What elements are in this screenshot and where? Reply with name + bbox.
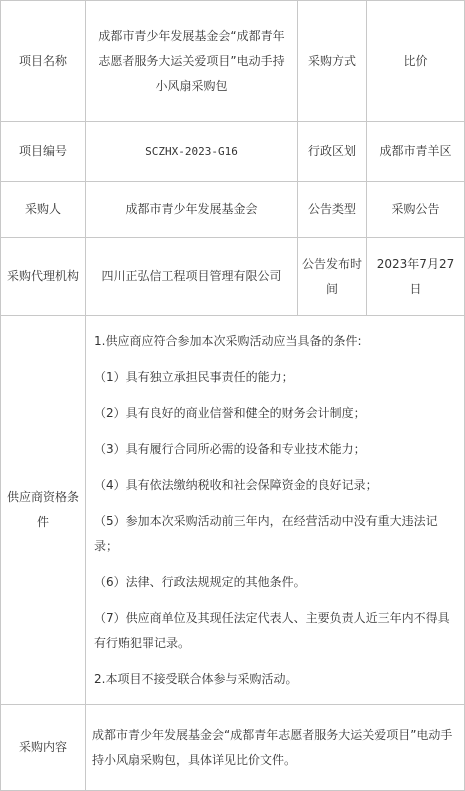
row-agency	[1, 238, 465, 316]
row-project-name	[1, 1, 465, 122]
qualification-item: （3）具有履行合同所必需的设备和专业技术能力；	[94, 441, 366, 456]
qualification-item: （7）供应商单位及其现任法定代表人、主要负责人近三年内不得具有行贿犯罪记录。	[94, 610, 450, 650]
qualification-item: 2.本项目不接受联合体参与采购活动。	[94, 671, 298, 686]
qualification-item: （6）法律、行政法规规定的其他条件。	[94, 574, 306, 589]
procurement-method: 比价	[367, 1, 465, 122]
purchaser: 成都市青少年发展基金会	[86, 182, 298, 238]
qualification-item: 1.供应商应符合参加本次采购活动应当具备的条件:	[94, 333, 362, 348]
label-agency: 采购代理机构	[1, 238, 86, 316]
row-project-no	[1, 122, 465, 182]
qualification-item: （4）具有依法缴纳税收和社会保障资金的良好记录；	[94, 477, 378, 492]
row-purchaser	[1, 182, 465, 238]
publish-time: 2023年7月27日	[367, 238, 465, 316]
label-project-no: 项目编号	[1, 122, 86, 182]
qualification-item: （5）参加本次采购活动前三年内，在经营活动中没有重大违法记录；	[94, 513, 438, 553]
label-project-name: 项目名称	[1, 1, 86, 122]
row-qualification	[1, 316, 465, 705]
label-procurement-method: 采购方式	[298, 1, 367, 122]
label-notice-type: 公告类型	[298, 182, 367, 238]
qualification-list	[86, 316, 465, 705]
label-region: 行政区划	[298, 122, 367, 182]
qualification-item: （1）具有独立承担民事责任的能力；	[94, 369, 294, 384]
label-purchaser: 采购人	[1, 182, 86, 238]
region: 成都市青羊区	[367, 122, 465, 182]
label-qualification: 供应商资格条件	[1, 316, 86, 705]
label-publish-time: 公告发布时间	[298, 238, 367, 316]
project-name: 成都市青少年发展基金会“成都青年志愿者服务大运关爱项目”电动手持小风扇采购包	[86, 1, 298, 122]
notice-type: 采购公告	[367, 182, 465, 238]
label-content: 采购内容	[1, 705, 86, 791]
qualification-item: （2）具有良好的商业信誉和健全的财务会计制度；	[94, 405, 366, 420]
agency: 四川正弘信工程项目管理有限公司	[86, 238, 298, 316]
row-content	[1, 705, 465, 791]
procurement-content: 成都市青少年发展基金会“成都青年志愿者服务大运关爱项目”电动手持小风扇采购包，具体详见比价文件。	[86, 705, 465, 791]
project-no: SCZHX-2023-G16	[86, 122, 298, 182]
